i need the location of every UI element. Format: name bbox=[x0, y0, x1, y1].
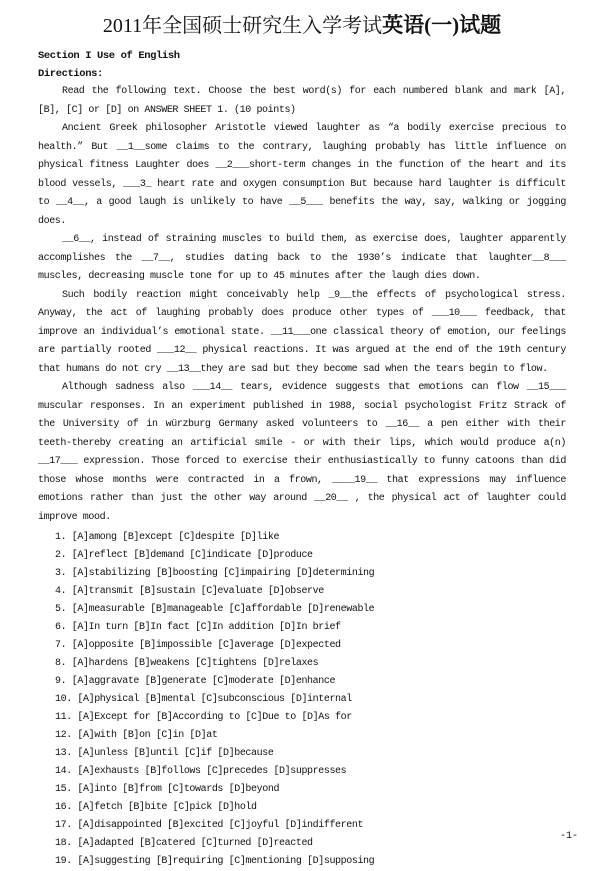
question-item: 2. [A]reflect [B]demand [C]indicate [D]produce bbox=[55, 550, 313, 561]
question-item: 12. [A]with [B]on [C]in [D]at bbox=[55, 730, 218, 741]
question-item: 14. [A]exhausts [B]follows [C]precedes [D]suppresses bbox=[55, 766, 347, 777]
question-item: 19. [A]suggesting [B]requiring [C]mentioning [D]supposing bbox=[55, 856, 375, 867]
page-number: -1- bbox=[559, 831, 578, 842]
question-item: 11. [A]Except for [B]According to [C]Due to [D]As for bbox=[55, 712, 352, 723]
question-item: 8. [A]hardens [B]weakens [C]tightens [D]relaxes bbox=[55, 658, 319, 669]
passage bbox=[38, 120, 566, 527]
question-item: 5. [A]measurable [B]manageable [C]affordable [D]renewable bbox=[55, 604, 375, 615]
question-list bbox=[38, 529, 566, 871]
passage-paragraph: Such bodily reaction might conceivably help _9__the effects of psychological stress. Anyway, the act of laughing probably does produce other types of ___10___ feedback, that improve an individual’s emotional state. __11___one classical theory of emotion, our feelings are partially rooted ___12__ physical reactions. It was argued at the end of the 19th century that humans do not cry __13__they are sad but they become sad when the tears begin to flow. bbox=[38, 289, 566, 375]
passage-paragraph: Although sadness also ___14__ tears, evidence suggests that emotions can flow __15___ muscular responses. In an experiment published in 1988, social psychologist Fritz Strack of the University of in würzburg Germany asked volunteers to __16__ a pen either with their teeth-thereby creating an artificial smile - or with their lips, which would produce a(n) __17___ expression. Those forced to exercise their enthusiastically to funny catoons than did those whose months were contracted in a frown, ____19__ that expressions may influence emotions rather than just the other way around __20__ , the physical act of laughter could improve mood. bbox=[38, 382, 566, 523]
question-item: 3. [A]stabilizing [B]boosting [C]impairing [D]determining bbox=[55, 568, 375, 579]
question-item: 4. [A]transmit [B]sustain [C]evaluate [D]observe bbox=[55, 586, 324, 597]
question-item: 16. [A]fetch [B]bite [C]pick [D]hold bbox=[55, 802, 257, 813]
title-regular: 2011年全国硕士研究生入学考试 bbox=[102, 15, 383, 37]
question-item: 13. [A]unless [B]until [C]if [D]because bbox=[55, 748, 274, 759]
question-item: 17. [A]disappointed [B]excited [C]joyful [D]indifferent bbox=[55, 820, 364, 831]
directions-label: Directions: bbox=[38, 68, 103, 80]
question-item: 1. [A]among [B]except [C]despite [D]like bbox=[55, 532, 280, 543]
page-title bbox=[38, 12, 566, 39]
question-item: 7. [A]opposite [B]impossible [C]average [D]expected bbox=[55, 640, 341, 651]
question-item: 18. [A]adapted [B]catered [C]turned [D]reacted bbox=[55, 838, 313, 849]
passage-paragraph: Ancient Greek philosopher Aristotle viewed laughter as “a bodily exercise precious to health.” But __1__some claims to the contrary, laughing probably has little influence on physical fitness Laughter does __2___short-term changes in the function of the heart and its blood vessels, ___3_ heart rate and oxygen consumption But because hard laughter is difficult to __4__, a good laugh is unlikely to have __5___ benefits the way, say, walking or jogging does. bbox=[38, 123, 566, 227]
question-item: 15. [A]into [B]from [C]towards [D]beyond bbox=[55, 784, 280, 795]
question-item: 6. [A]In turn [B]In fact [C]In addition [D]In brief bbox=[55, 622, 341, 633]
question-item: 9. [A]aggravate [B]generate [C]moderate [D]enhance bbox=[55, 676, 336, 687]
question-item: 10. [A]physical [B]mental [C]subconscious [D]internal bbox=[55, 694, 352, 705]
directions-text: Read the following text. Choose the best word(s) for each numbered blank and mark [A], [B], [C] or [D] on ANSWER SHEET 1. (10 points) bbox=[38, 86, 566, 116]
passage-paragraph: __6__, instead of straining muscles to build them, as exercise does, laughter apparently accomplishes the __7__, studies dating back to the 1930’s indicate that laughter__8___ muscles, decreasing muscle tone for up to 45 minutes after the laugh dies down. bbox=[38, 234, 566, 282]
title-emphasis: 英语(一)试题 bbox=[382, 13, 502, 37]
section-heading: Section I Use of English bbox=[38, 50, 180, 62]
